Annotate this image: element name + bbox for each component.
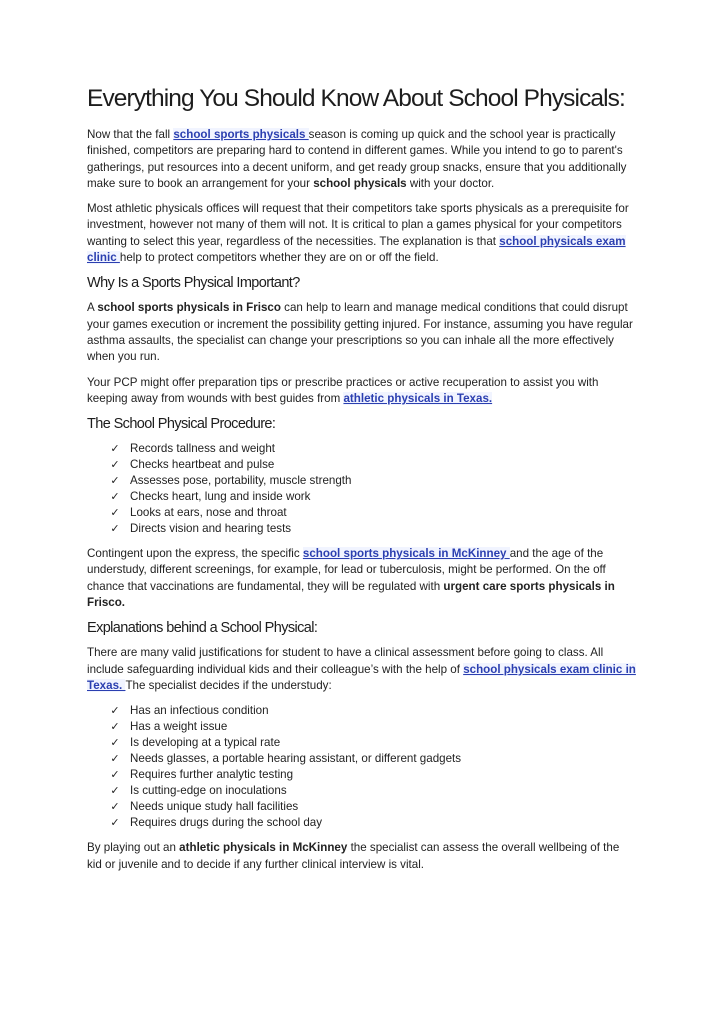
text: season is coming up quick and the school year is practically finished, competitors are preparing hard to contend in different games. While you intend to go to parent's gatherings, put resources into a decent uniform, and get ready group snacks, ensure that you additionally make sure to book an arrangement for your xyxy=(87,128,627,190)
text: the specialist can assess the overall wellbeing of the kid or juvenile and to decide if any further clinical interview is vital. xyxy=(87,841,620,871)
text: By playing out an xyxy=(87,841,180,855)
heading-explanations: Explanations behind a School Physical: xyxy=(87,620,318,637)
paragraph-frisco xyxy=(87,300,636,365)
list-item-text: Is developing at a typical rate xyxy=(130,736,281,750)
list-item-text: Is cutting-edge on inoculations xyxy=(130,784,287,798)
text: There are many valid justifications for student to have a clinical assessment before going to class. All include safeguarding individual kids and their colleague’s with the help of xyxy=(87,646,604,676)
text: A xyxy=(87,301,98,315)
list-item-text: Checks heartbeat and pulse xyxy=(130,458,275,472)
list-item-text: Requires further analytic testing xyxy=(130,768,294,782)
text: and the age of the understudy, different screenings, for example, for lead or tuberculosis, might be performed. On the off chance that vaccinations are fundamental, they will be regulated with xyxy=(87,547,606,593)
paragraph-pcp xyxy=(87,375,636,408)
checkmark-icon: ✓ xyxy=(110,720,120,734)
paragraph-athletic-offices xyxy=(87,201,636,266)
list-item xyxy=(108,489,636,505)
checkmark-icon: ✓ xyxy=(110,522,120,536)
procedure-list xyxy=(87,441,636,537)
text: Now that the fall xyxy=(87,128,174,141)
list-item-text: Needs unique study hall facilities xyxy=(130,800,299,814)
list-item-text: Needs glasses, a portable hearing assistant, or different gadgets xyxy=(130,752,462,766)
checkmark-icon: ✓ xyxy=(110,442,120,456)
text: Your PCP might offer preparation tips or prescribe practices or active recuperation to assist you with keeping away from wounds with best guides from xyxy=(87,375,599,405)
list-item-text: Checks heart, lung and inside work xyxy=(130,490,311,504)
list-item xyxy=(108,505,636,521)
heading-procedure: The School Physical Procedure: xyxy=(87,416,276,433)
bold-text: athletic physicals in McKinney xyxy=(179,841,348,855)
list-item-text: Records tallness and weight xyxy=(130,442,276,456)
checkmark-icon: ✓ xyxy=(110,768,120,782)
school-physicals-exam-clinic-texas-link[interactable]: school physicals exam clinic in Texas. xyxy=(87,662,636,692)
heading-why-important: Why Is a Sports Physical Important? xyxy=(87,275,300,292)
paragraph-mckinney xyxy=(87,546,636,611)
list-item xyxy=(108,815,636,831)
checkmark-icon: ✓ xyxy=(110,490,120,504)
list-item xyxy=(108,751,636,767)
list-item xyxy=(108,719,636,735)
list-item xyxy=(108,473,636,489)
list-item-text: Has a weight issue xyxy=(130,720,228,734)
text: can help to learn and manage medical conditions that could disrupt your games execution or increment the possibility getting injured. For instance, assuming you have regular asthma assaults, the specialist can change your prescriptions so you can inhale all the more effectively when you run. xyxy=(87,301,633,364)
checkmark-icon: ✓ xyxy=(110,800,120,814)
checkmark-icon: ✓ xyxy=(110,704,120,718)
checkmark-icon: ✓ xyxy=(110,816,120,830)
athletic-physicals-texas-link[interactable]: athletic physicals in Texas. xyxy=(343,391,493,405)
text: The specialist decides if the understudy: xyxy=(125,678,332,692)
list-item xyxy=(108,783,636,799)
list-item xyxy=(108,735,636,751)
checkmark-icon: ✓ xyxy=(110,752,120,766)
list-item xyxy=(108,703,636,719)
list-item xyxy=(108,457,636,473)
checkmark-icon: ✓ xyxy=(110,458,120,472)
text: with your doctor. xyxy=(406,176,495,190)
bold-text: school sports physicals in Frisco xyxy=(97,301,281,315)
text: help to protect competitors whether they are on or off the field. xyxy=(119,251,439,265)
checkmark-icon: ✓ xyxy=(110,474,120,488)
list-item-text: Assesses pose, portability, muscle strength xyxy=(130,474,352,488)
bold-text: urgent care sports physicals in Frisco. xyxy=(87,579,615,610)
intro-paragraph xyxy=(87,127,636,192)
checkmark-icon: ✓ xyxy=(110,736,120,750)
paragraph-justifications xyxy=(87,645,636,694)
school-sports-physicals-mckinney-link[interactable]: school sports physicals in McKinney xyxy=(302,547,510,561)
list-item xyxy=(108,441,636,457)
bold-text: school physicals xyxy=(313,176,407,190)
list-item-text: Requires drugs during the school day xyxy=(130,816,323,830)
list-item-text: Looks at ears, nose and throat xyxy=(130,506,287,520)
reasons-list xyxy=(87,703,636,831)
text: Most athletic physicals offices will request that their competitors take sports physicals as a prerequisite for investment, however not many of them will not. It is critical to plan a games physical for your competitors wanting to select this year, regardless of the necessities. The explanation is that xyxy=(87,202,629,248)
school-sports-physicals-link[interactable]: school sports physicals xyxy=(173,128,309,141)
list-item xyxy=(108,521,636,537)
checkmark-icon: ✓ xyxy=(110,784,120,798)
checkmark-icon: ✓ xyxy=(110,506,120,520)
list-item-text: Has an infectious condition xyxy=(130,704,269,718)
list-item xyxy=(108,767,636,783)
page-title: Everything You Should Know About School Physicals: xyxy=(87,85,625,112)
text: Contingent upon the express, the specific xyxy=(87,547,303,561)
list-item-text: Directs vision and hearing tests xyxy=(130,522,292,536)
closing-paragraph xyxy=(87,840,636,873)
school-physicals-exam-clinic-link[interactable]: school physicals exam clinic xyxy=(87,234,626,265)
list-item xyxy=(108,799,636,815)
